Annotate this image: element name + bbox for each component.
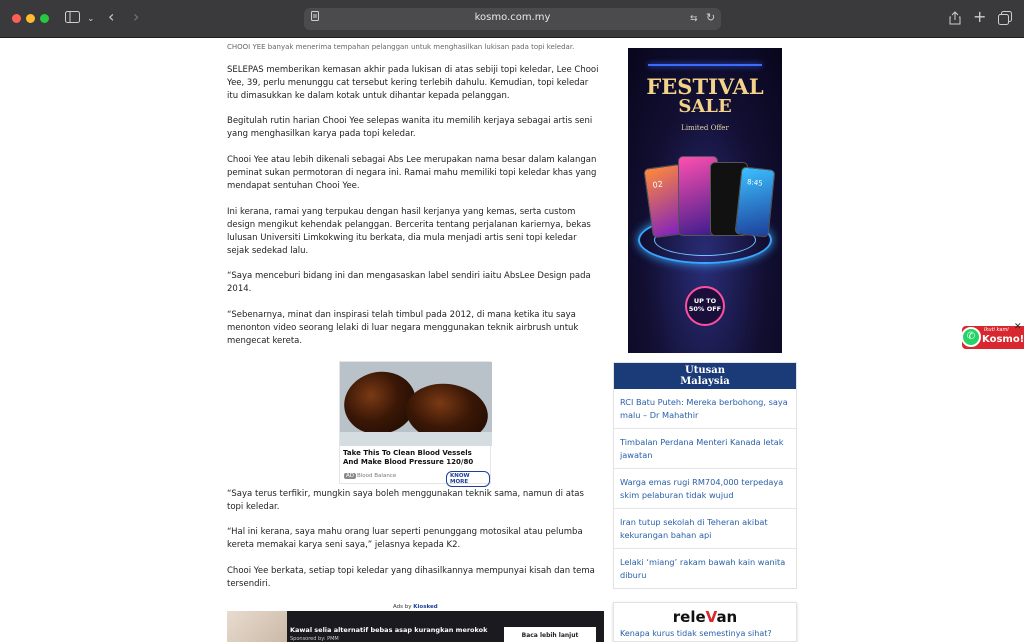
festival-sale-ad[interactable] — [628, 48, 782, 353]
article-paragraph: Begitulah rutin harian Chooi Yee selepas wanita itu memilih kerjaya sebagai artis seni yang menghasilkan karya pada topi keledar. — [227, 116, 593, 139]
page-content — [0, 38, 1024, 642]
ad-headline: Kawal selia alternatif bebas asap kurangkan merokok — [290, 626, 488, 634]
article-paragraph: “Hal ini kerana, saya mahu orang luar seperti penunggang motosikal atau pelumba kereta memakai karya seni saya,” jelasnya kepada K2. — [227, 527, 583, 550]
ad-sponsor: Blood Balance — [357, 473, 397, 479]
whatsapp-brand: Kosmo! — [982, 334, 1024, 345]
ad-title-line2: SALE — [678, 96, 732, 117]
chevron-down-icon[interactable]: ⌄ — [87, 14, 95, 24]
window-close-button[interactable] — [12, 14, 21, 23]
sponsored-ad[interactable] — [339, 361, 491, 484]
article-paragraph: SELEPAS memberikan kemasan akhir pada lukisan di atas sebiji topi keledar, Lee Chooi Yee, 39, perlu menunggu cat tersebut kering terlebih dahulu. Kemudian, topi keledar itu dimasukkan ke dalam kotak untuk dihantar kepada pelanggan. — [227, 65, 599, 101]
relevan-logo[interactable]: releVan — [672, 608, 738, 626]
news-link[interactable]: Lelaki ‘miang’ rakam bawah kain wanita diburu — [620, 557, 786, 580]
news-link[interactable]: RCI Batu Puteh: Mereka berbohong, saya malu – Dr Mahathir — [614, 389, 796, 429]
article-paragraph: Chooi Yee atau lebih dikenali sebagai Abs Lee merupakan nama besar dalam kalangan peminat sukan permotoran di negara ini. Ramai mahu memiliki topi keledar khas yang mendapat sentuhan Chooi Yee. — [227, 155, 597, 191]
article-paragraph: Chooi Yee berkata, setiap topi keledar yang dihasilkannya mempunyai kisah dan tema tersendiri. — [227, 566, 595, 589]
ad-tag: AD — [346, 473, 354, 479]
window-maximize-button[interactable] — [40, 14, 49, 23]
url-text: kosmo.com.my — [474, 12, 551, 23]
utusan-news-widget — [613, 362, 797, 589]
new-tab-icon[interactable]: + — [973, 7, 987, 26]
article-paragraph: Ini kerana, ramai yang terpukau dengan hasil kerjanya yang kemas, serta custom design mengikut kehendak pelanggan. Bercerita tentang perjalanan kariernya, bekas lulusan Universiti Limkokwing itu berkata, dia mula menjadi artis seni topi keledar sejak sedekad lalu. — [227, 207, 591, 256]
utusan-logo[interactable]: Utusan Malaysia — [614, 363, 796, 389]
image-caption: CHOOI YEE banyak menerima tempahan pelanggan untuk menghasilkan lukisan pada topi keledar. — [227, 43, 575, 51]
translate-icon[interactable]: ⇆ — [690, 14, 698, 24]
discount-badge: UP TO 50% OFF — [685, 286, 725, 326]
address-bar[interactable] — [304, 8, 721, 30]
whatsapp-label: Ikuti kami — [984, 327, 1009, 333]
ad-title-line1: FESTIVAL — [646, 74, 764, 99]
ad-headline: Take This To Clean Blood Vessels And Make Blood Pressure 120/80 — [343, 449, 474, 466]
news-link[interactable]: Warga emas rugi RM704,000 terpedaya skim pelaburan tidak wujud — [614, 469, 796, 509]
browser-toolbar — [0, 0, 1024, 38]
news-link[interactable]: Iran tutup sekolah di Teheran akibat kekurangan bahan api — [614, 509, 796, 549]
bottom-sponsored-ad[interactable] — [227, 611, 604, 642]
share-icon[interactable] — [949, 11, 961, 30]
forward-icon[interactable]: › — [133, 7, 140, 26]
read-more-button[interactable]: Baca lebih lanjut — [504, 627, 596, 642]
whatsapp-icon: ✆ — [961, 327, 981, 347]
tab-overview-icon[interactable] — [998, 11, 1012, 30]
ad-image — [227, 611, 287, 642]
relevan-news-widget — [613, 602, 797, 642]
news-link[interactable]: Timbalan Perdana Menteri Kanada letak jawatan — [614, 429, 796, 469]
ad-image — [340, 362, 492, 446]
article-paragraph: “Saya menceburi bidang ini dan mengasaskan label sendiri iaitu AbsLee Design pada 2014. — [227, 271, 591, 294]
article-paragraph: “Saya terus terfikir, mungkin saya boleh menggunakan teknik sama, namun di atas topi keledar. — [227, 489, 584, 512]
phone-image: 02 — [643, 164, 690, 239]
article-paragraph: “Sebenarnya, minat dan inspirasi telah timbul pada 2012, di mana ketika itu saya menonton video seorang lelaki di luar negara menggunakan teknik airbrush untuk mengecat kereta. — [227, 310, 579, 346]
phone-image: 8:45 — [735, 166, 776, 237]
know-more-button[interactable]: KNOW MORE — [446, 471, 490, 487]
close-icon[interactable]: ✕ — [1014, 322, 1022, 332]
sidebar-toggle-icon[interactable] — [65, 11, 80, 28]
ads-by-label: Ads by Kiosked — [393, 604, 438, 610]
ad-subtitle: Limited Offer — [681, 124, 729, 132]
window-minimize-button[interactable] — [26, 14, 35, 23]
news-link[interactable]: Kenapa kurus tidak semestinya sihat? — [620, 629, 772, 638]
reload-icon[interactable]: ↻ — [706, 11, 716, 24]
ad-sponsored-by: Sponsored by: PMM — [290, 636, 339, 642]
back-icon[interactable]: ‹ — [108, 7, 115, 26]
